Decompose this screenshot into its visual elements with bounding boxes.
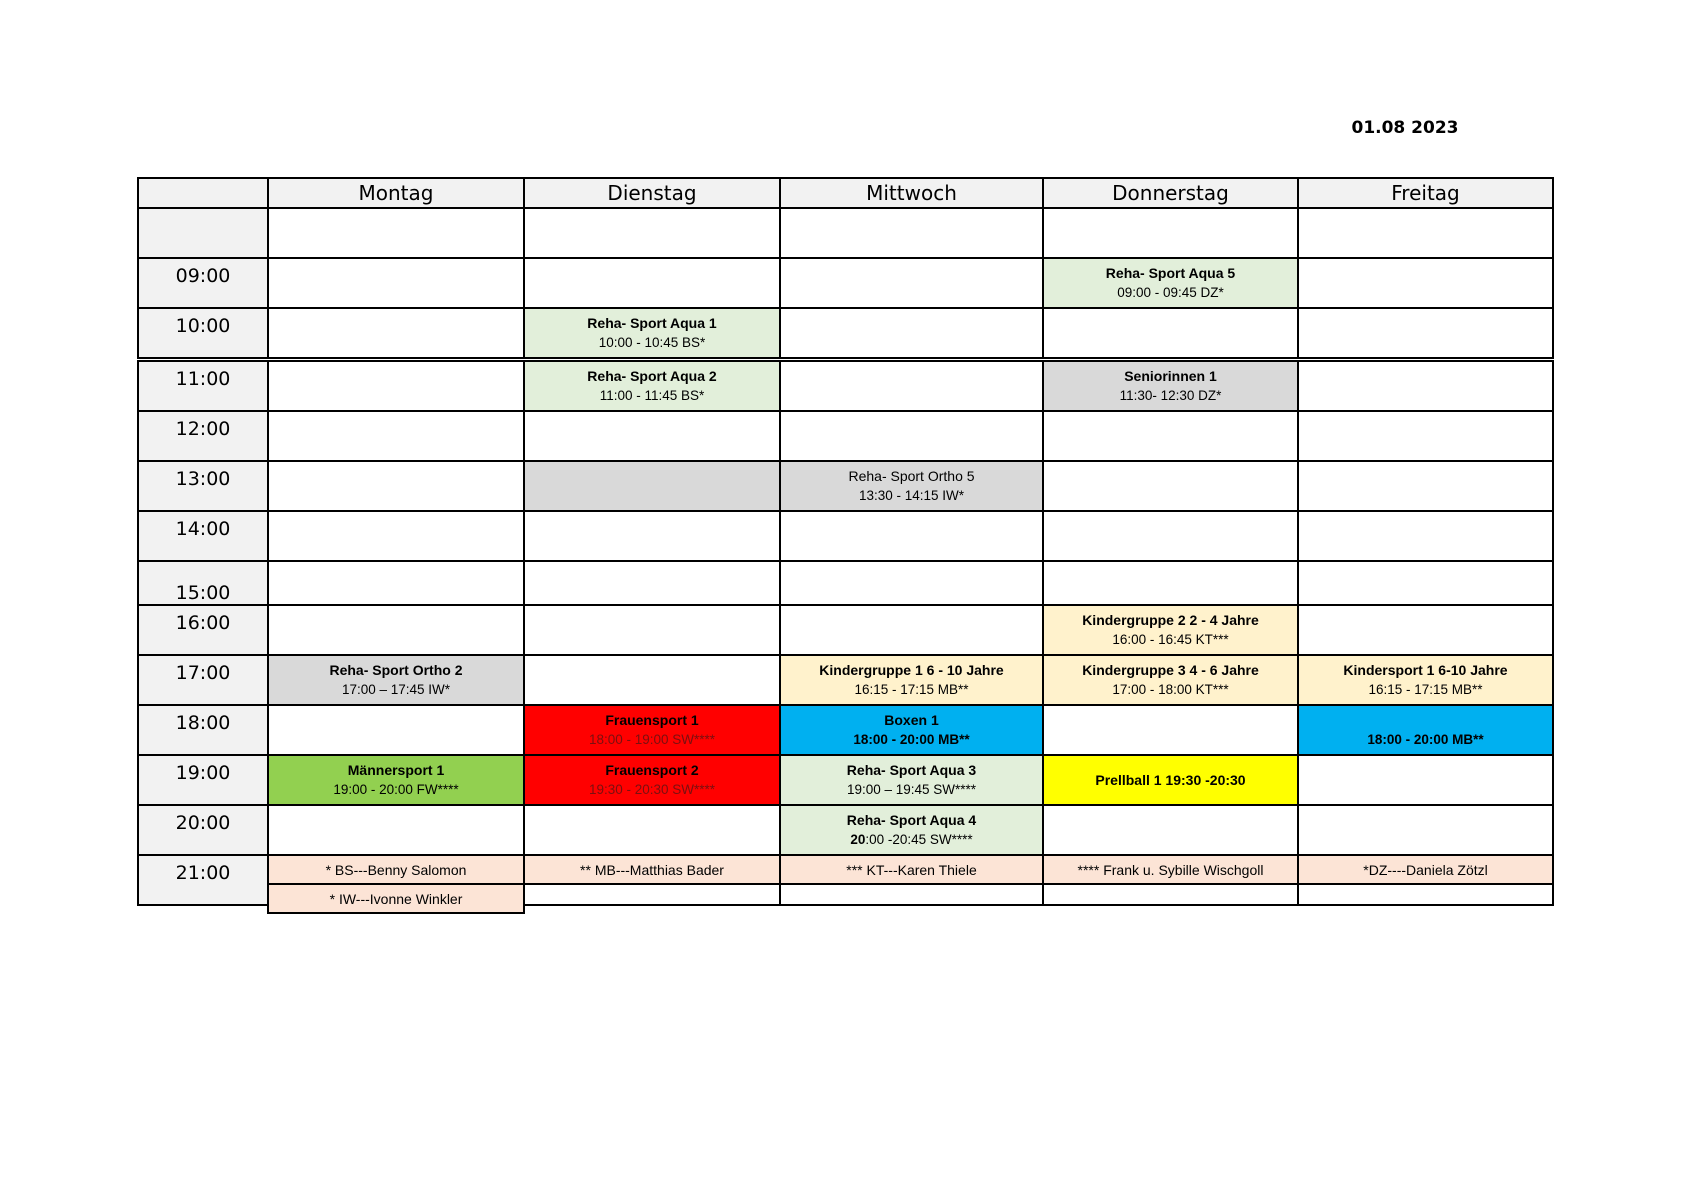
- legend-item: *** KT---Karen Thiele: [780, 855, 1043, 884]
- legend-row: [268, 855, 1553, 884]
- event-detail-rest: :00 -20:45 SW****: [865, 832, 973, 847]
- time-label: 10:00: [138, 308, 268, 360]
- schedule-cell: [524, 655, 780, 705]
- event-detail: 10:00 - 10:45 BS*: [598, 335, 706, 350]
- event-detail: 09:00 - 09:45 DZ*: [1117, 285, 1224, 300]
- time-row: [138, 805, 1553, 855]
- schedule-cell: [268, 561, 524, 605]
- schedule-cell: [268, 705, 524, 755]
- schedule-cell: [1043, 705, 1298, 755]
- legend-item: ** MB---Matthias Bader: [524, 855, 780, 884]
- schedule-cell: [268, 208, 524, 258]
- event-freitag-1800: [1298, 705, 1553, 755]
- event-detail: 16:15 - 17:15 MB**: [854, 682, 969, 697]
- schedule-cell: [1043, 511, 1298, 561]
- event-boxen-1: [780, 705, 1043, 755]
- event-title: Frauensport 1: [605, 712, 699, 728]
- schedule-cell: [1043, 805, 1298, 855]
- schedule-cell: [1298, 805, 1553, 855]
- time-label: 13:00: [138, 461, 268, 511]
- schedule-cell: [268, 461, 524, 511]
- event-detail: 13:30 - 14:15 IW*: [858, 488, 965, 503]
- event-kindersport-1: [1298, 655, 1553, 705]
- schedule-cell: [780, 511, 1043, 561]
- schedule-cell: [780, 360, 1043, 412]
- event-title: Frauensport 2: [605, 762, 699, 778]
- event-reha-aqua-2: [524, 360, 780, 412]
- event-title: Reha- Sport Ortho 5: [848, 468, 975, 484]
- event-detail: 19:00 – 19:45 SW****: [846, 782, 977, 797]
- schedule-cell: [1298, 605, 1553, 655]
- time-label: 19:00: [138, 755, 268, 805]
- schedule-cell: [524, 411, 780, 461]
- event-title: Kindergruppe 3 4 - 6 Jahre: [1082, 662, 1259, 678]
- event-detail: 11:00 - 11:45 BS*: [599, 388, 705, 403]
- schedule-cell: [1298, 755, 1553, 805]
- day-header-dienstag: Dienstag: [524, 178, 780, 208]
- event-detail: [781, 830, 1042, 850]
- event-frauensport-2: [524, 755, 780, 805]
- legend-row: [268, 884, 1553, 913]
- event-detail: 19:00 - 20:00 FW****: [333, 782, 459, 797]
- weekly-schedule-table: [137, 177, 1554, 906]
- event-title: Reha- Sport Aqua 5: [1105, 265, 1236, 281]
- schedule-cell: [524, 605, 780, 655]
- time-label: 16:00: [138, 605, 268, 655]
- time-label: [138, 208, 268, 258]
- event-title: Kindersport 1 6-10 Jahre: [1343, 662, 1508, 678]
- schedule-cell: [1298, 258, 1553, 308]
- schedule-cell: [1298, 511, 1553, 561]
- time-row: [138, 605, 1553, 655]
- event-detail: 18:00 - 20:00 MB**: [1367, 732, 1484, 747]
- event-title: Kindergruppe 1 6 - 10 Jahre: [819, 662, 1004, 678]
- event-maennersport-1: [268, 755, 524, 805]
- schedule-cell: [524, 208, 780, 258]
- time-row: [138, 360, 1553, 412]
- event-detail: 16:15 - 17:15 MB**: [1368, 682, 1483, 697]
- event-kindergruppe-2: [1043, 605, 1298, 655]
- event-title: Seniorinnen 1: [1124, 368, 1217, 384]
- event-detail: 19:30 - 20:30 SW****: [588, 782, 716, 797]
- event-title: Reha- Sport Aqua 3: [846, 762, 977, 778]
- event-title: [1299, 710, 1552, 730]
- schedule-cell: [524, 258, 780, 308]
- schedule-cell: [268, 360, 524, 412]
- schedule-cell: [780, 208, 1043, 258]
- schedule-cell: [1043, 461, 1298, 511]
- time-label: 15:00: [138, 561, 268, 605]
- day-header-mittwoch: Mittwoch: [780, 178, 1043, 208]
- schedule-cell: [524, 805, 780, 855]
- time-label: 11:00: [138, 360, 268, 412]
- schedule-cell: [1298, 411, 1553, 461]
- schedule-cell: [780, 258, 1043, 308]
- schedule-cell: [1298, 461, 1553, 511]
- schedule-cell: [780, 308, 1043, 360]
- schedule-cell: [1043, 208, 1298, 258]
- schedule-cell: [1043, 561, 1298, 605]
- event-prellball-1: [1043, 755, 1298, 805]
- event-detail: 18:00 - 20:00 MB**: [853, 732, 970, 747]
- event-title: Prellball 1 19:30 -20:30: [1095, 772, 1246, 788]
- event-kindergruppe-1: [780, 655, 1043, 705]
- day-header-donnerstag: Donnerstag: [1043, 178, 1298, 208]
- event-detail: 11:30- 12:30 DZ*: [1119, 388, 1222, 403]
- event-title: Reha- Sport Aqua 4: [846, 812, 977, 828]
- time-row: [138, 308, 1553, 360]
- event-detail: 16:00 - 16:45 KT***: [1112, 632, 1229, 647]
- event-reha-ortho-2: [268, 655, 524, 705]
- event-detail: 17:00 – 17:45 IW*: [341, 682, 451, 697]
- time-row: [138, 655, 1553, 705]
- time-row: [138, 511, 1553, 561]
- event-detail: 18:00 - 19:00 SW****: [588, 732, 716, 747]
- trainer-legend: [267, 854, 1554, 914]
- time-label: 18:00: [138, 705, 268, 755]
- schedule-cell: [1298, 308, 1553, 360]
- event-seniorinnen-1: [1043, 360, 1298, 412]
- event-title: Reha- Sport Aqua 2: [587, 368, 717, 384]
- time-row: [138, 208, 1553, 258]
- event-reha-aqua-3: [780, 755, 1043, 805]
- time-row: [138, 705, 1553, 755]
- schedule-cell: [1298, 561, 1553, 605]
- corner-cell: [138, 178, 268, 208]
- schedule-cell: [524, 561, 780, 605]
- time-label: 20:00: [138, 805, 268, 855]
- schedule-cell: [1298, 208, 1553, 258]
- schedule-cell: [1043, 411, 1298, 461]
- schedule-cell: [780, 605, 1043, 655]
- schedule-cell: [1298, 360, 1553, 412]
- day-header-freitag: Freitag: [1298, 178, 1553, 208]
- schedule-cell: [268, 605, 524, 655]
- time-row: [138, 755, 1553, 805]
- event-reha-aqua-1: [524, 308, 780, 360]
- event-title: Männersport 1: [347, 762, 445, 778]
- event-reha-aqua-4: [780, 805, 1043, 855]
- time-label: 12:00: [138, 411, 268, 461]
- time-row: [138, 411, 1553, 461]
- time-row: [138, 561, 1553, 605]
- event-title: Kindergruppe 2 2 - 4 Jahre: [1082, 612, 1259, 628]
- event-title: Reha- Sport Ortho 2: [329, 662, 463, 678]
- time-row: [138, 461, 1553, 511]
- event-reha-ortho-5: [780, 461, 1043, 511]
- day-header-row: [138, 178, 1553, 208]
- event-frauensport-1: [524, 705, 780, 755]
- schedule-cell-grey: [524, 461, 780, 511]
- legend-item: **** Frank u. Sybille Wischgoll: [1043, 855, 1298, 884]
- event-reha-aqua-5: [1043, 258, 1298, 308]
- time-row: [138, 258, 1553, 308]
- time-label: 14:00: [138, 511, 268, 561]
- schedule-cell: [268, 805, 524, 855]
- schedule-cell: [268, 258, 524, 308]
- legend-item: *DZ----Daniela Zötzl: [1298, 855, 1553, 884]
- legend-item: * BS---Benny Salomon: [268, 855, 524, 884]
- time-label: 09:00: [138, 258, 268, 308]
- event-title: Boxen 1: [884, 712, 939, 728]
- legend-item: * IW---Ivonne Winkler: [268, 884, 524, 913]
- day-header-montag: Montag: [268, 178, 524, 208]
- event-detail-hour: 20: [850, 832, 866, 847]
- schedule-cell: [268, 411, 524, 461]
- schedule-cell: [268, 511, 524, 561]
- event-kindergruppe-3: [1043, 655, 1298, 705]
- schedule-cell: [268, 308, 524, 360]
- schedule-cell: [780, 411, 1043, 461]
- schedule-cell: [780, 561, 1043, 605]
- schedule-cell: [524, 511, 780, 561]
- time-label: 17:00: [138, 655, 268, 705]
- schedule-date: 01.08 2023: [1351, 118, 1459, 138]
- time-label: 21:00: [138, 855, 268, 905]
- event-title: Reha- Sport Aqua 1: [587, 315, 717, 331]
- schedule-cell: [1043, 308, 1298, 360]
- event-detail: 17:00 - 18:00 KT***: [1112, 682, 1229, 697]
